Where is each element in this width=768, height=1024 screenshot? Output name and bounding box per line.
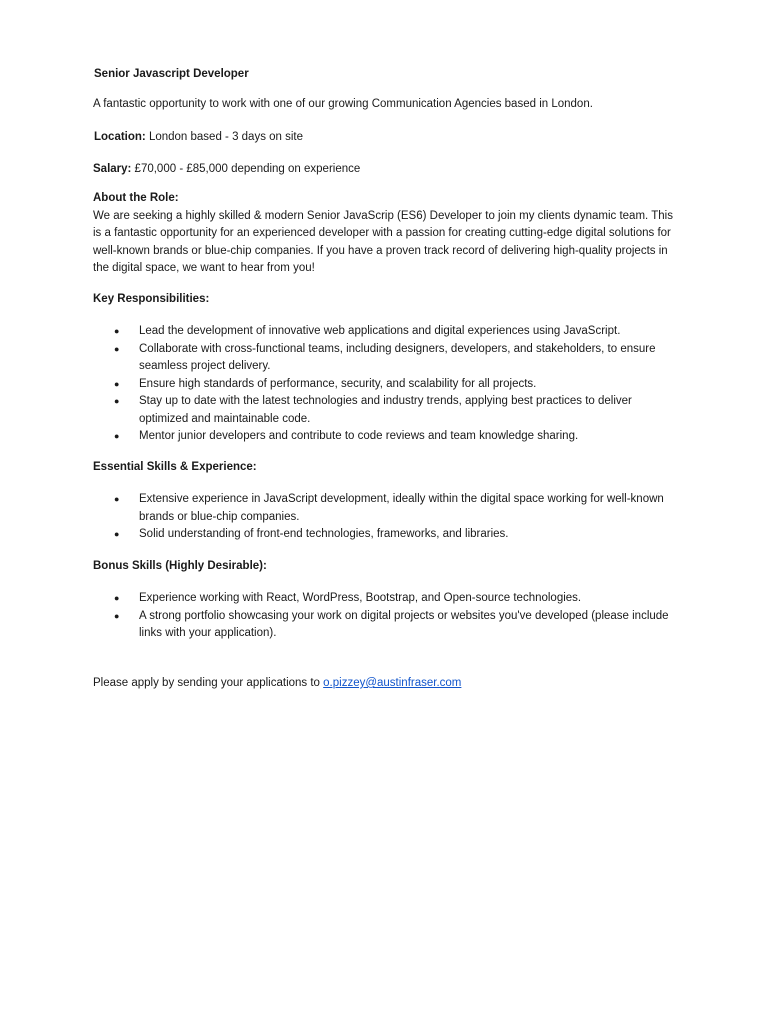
list-item: ● Ensure high standards of performance, security, and scalability for all projects. [93,376,683,394]
list-item: ● Solid understanding of front-end technologies, frameworks, and libraries. [93,526,683,544]
salary-value: £70,000 - £85,000 depending on experience [131,163,361,175]
location-line [94,129,684,147]
about-heading: About the Role: [93,192,179,204]
email-link[interactable]: o.pizzey@austinfraser.com [323,677,462,689]
list-item: ● A strong portfolio showcasing your work on digital projects or websites you've developed (please include links with your application). [93,608,683,643]
about-section [93,190,683,278]
about-body: We are seeking a highly skilled & modern Senior JavaScrip (ES6) Developer to join my clients dynamic team. This is a fantastic opportunity for an experienced developer with a passion for creating cutting-edge digital solutions for well-known brands or blue-chip companies. If you have a proven track record of delivering high-quality projects in the digital space, we want to hear from you! [93,209,673,274]
bonus-heading: Bonus Skills (Highly Desirable): [93,560,267,572]
essential-heading: Essential Skills & Experience: [93,461,257,473]
list-item: ● Experience working with React, WordPress, Bootstrap, and Open-source technologies. [93,590,683,608]
salary-line [93,161,683,179]
bonus-list [93,590,683,643]
intro-text: A fantastic opportunity to work with one of our growing Communication Agencies based in London. [93,98,593,110]
location-value: London based - 3 days on site [145,131,304,143]
list-item: ● Stay up to date with the latest technologies and industry trends, applying best practices to deliver optimized and maintainable code. [93,393,683,428]
location-label: Location: [94,131,146,143]
responsibilities-heading: Key Responsibilities: [93,293,210,305]
list-item: ● Collaborate with cross-functional teams, including designers, developers, and stakeholders, to ensure seamless project delivery. [93,341,683,376]
job-title: Senior Javascript Developer [94,68,249,80]
list-item: ● Lead the development of innovative web applications and digital experiences using JavaScript. [93,323,683,341]
essential-list [93,491,683,544]
salary-label: Salary: [93,163,132,175]
list-item: ● Extensive experience in JavaScript development, ideally within the digital space working for well-known brands or blue-chip companies. [93,491,683,526]
apply-line [93,675,683,693]
apply-text: Please apply by sending your applications to [93,677,324,689]
responsibilities-list [93,323,683,446]
list-item: ● Mentor junior developers and contribute to code reviews and team knowledge sharing. [93,428,683,446]
